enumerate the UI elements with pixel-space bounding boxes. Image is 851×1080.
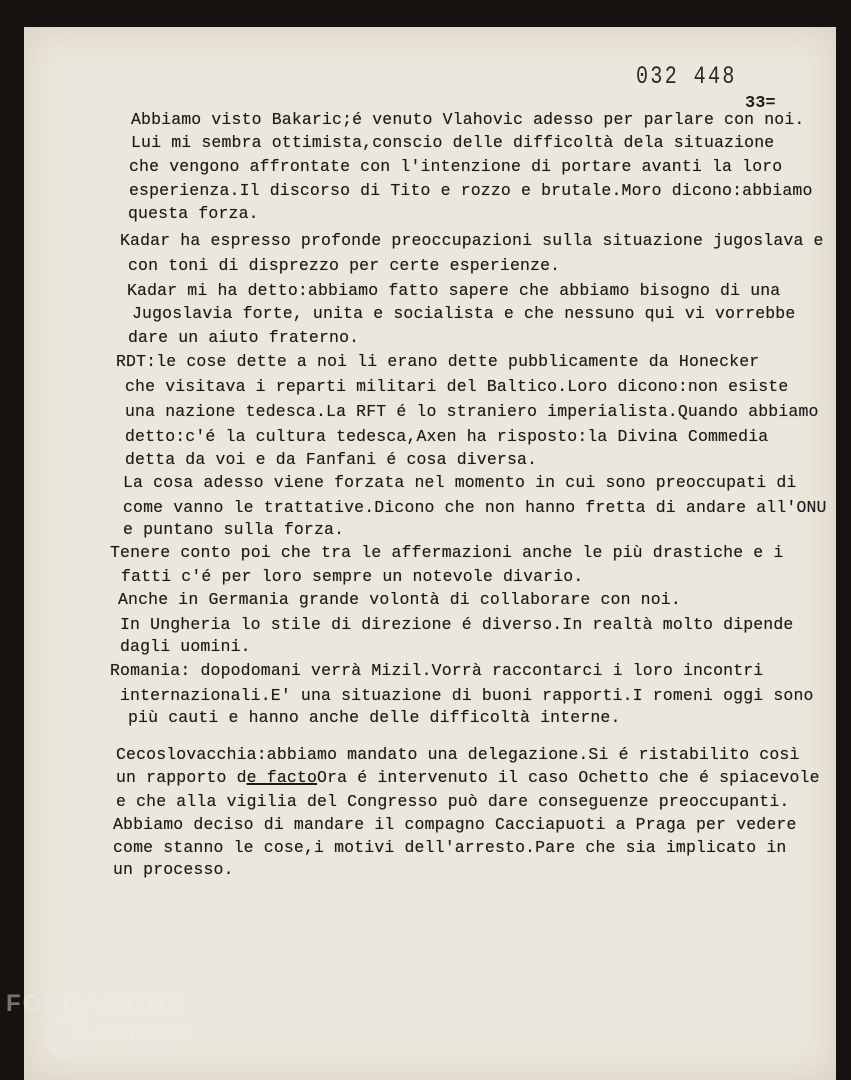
- text-line: Abbiamo deciso di mandare il compagno Cacciapuoti a Praga per vedere: [113, 815, 797, 834]
- text-line: Kadar ha espresso profonde preoccupazioni sulla situazione jugoslava e: [120, 231, 824, 250]
- watermark-line1: FONDAZIONE: [6, 990, 185, 1017]
- text-line: dagli uomini.: [120, 637, 251, 656]
- text-line: In Ungheria lo stile di direzione é diverso.In realtà molto dipende: [120, 615, 794, 634]
- watermark-tag: onlus: [182, 1054, 209, 1066]
- watermark-line2: RAMSCI: [70, 1018, 191, 1048]
- text-line: come stanno le cose,i motivi dell'arresto.Pare che sia implicato in: [113, 838, 787, 857]
- text-line: Abbiamo visto Bakaric;é venuto Vlahovic adesso per parlare con noi.: [131, 110, 805, 129]
- text-line: come vanno le trattative.Dicono che non hanno fretta di andare all'ONU: [123, 498, 827, 517]
- text-line: Tenere conto poi che tra le affermazioni anche le più drastiche e i: [110, 543, 784, 562]
- underlined-phrase: e facto: [246, 768, 318, 787]
- text-line: RDT:le cose dette a noi li erano dette pubblicamente da Honecker: [116, 352, 760, 371]
- text-line: detta da voi e da Fanfani é cosa diversa.: [125, 450, 538, 469]
- text-line: Lui mi sembra ottimista,conscio delle difficoltà dela situazione: [131, 133, 775, 152]
- text-line: fatti c'é per loro sempre un notevole divario.: [121, 567, 584, 586]
- page-number: 33=: [745, 94, 776, 113]
- text-line: e puntano sulla forza.: [123, 520, 345, 539]
- text-fragment: Ora é intervenuto il caso Ochetto che é spiacevole: [317, 768, 820, 787]
- text-line: internazionali.E' una situazione di buoni rapporti.I romeni oggi sono: [120, 686, 814, 705]
- text-line: La cosa adesso viene forzata nel momento in cui sono preoccupati di: [123, 473, 797, 492]
- text-line: Romania: dopodomani verrà Mizil.Vorrà raccontarci i loro incontri: [110, 661, 764, 680]
- text-line: che vengono affrontate con l'intenzione di portare avanti la loro: [129, 157, 783, 176]
- text-line: un processo.: [113, 860, 234, 879]
- text-fragment: un rapporto d: [116, 768, 247, 787]
- archive-reference-number: 032 448: [636, 62, 737, 91]
- text-line: dare un aiuto fraterno.: [128, 328, 360, 347]
- gramsci-g-logo-icon: [44, 1012, 90, 1058]
- text-line: esperienza.Il discorso di Tito e rozzo e brutale.Moro dicono:abbiamo: [129, 181, 813, 200]
- text-line: Anche in Germania grande volontà di collaborare con noi.: [118, 590, 681, 609]
- fondazione-gramsci-watermark: [6, 990, 209, 1066]
- document-page: [24, 27, 836, 1080]
- text-line: detto:c'é la cultura tedesca,Axen ha risposto:la Divina Commedia: [125, 427, 769, 446]
- text-line: con toni di disprezzo per certe esperienze.: [128, 256, 561, 275]
- text-line: più cauti e hanno anche delle difficoltà interne.: [128, 708, 621, 727]
- text-line: che visitava i reparti militari del Baltico.Loro dicono:non esiste: [125, 377, 789, 396]
- text-line: e che alla vigilia del Congresso può dare conseguenze preoccupanti.: [116, 792, 790, 811]
- text-line: Cecoslovacchia:abbiamo mandato una delegazione.Si é ristabilito così: [116, 745, 800, 764]
- text-line: [116, 768, 820, 787]
- text-line: questa forza.: [128, 204, 259, 223]
- text-line: Kadar mi ha detto:abbiamo fatto sapere che abbiamo bisogno di una: [127, 281, 781, 300]
- text-line: Jugoslavia forte, unita e socialista e che nessuno qui vi vorrebbe: [132, 304, 796, 323]
- text-line: una nazione tedesca.La RFT é lo straniero imperialista.Quando abbiamo: [125, 402, 819, 421]
